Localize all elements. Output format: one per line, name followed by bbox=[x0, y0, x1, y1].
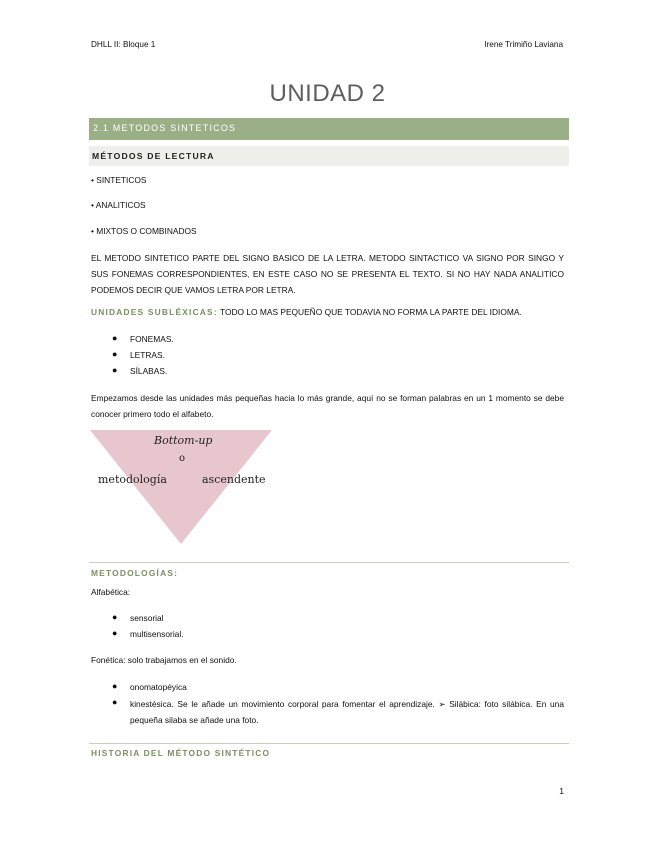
section-bar: 2.1 METODOS SINTETICOS bbox=[89, 118, 569, 140]
bullet-dot: ● bbox=[112, 333, 118, 343]
subunit-item: LETRAS. bbox=[130, 350, 165, 360]
diagram-right-label: ascendente bbox=[202, 473, 266, 486]
subunit-item: FONEMAS. bbox=[130, 334, 174, 344]
historia-heading: HISTORIA DEL MÉTODO SINTÉTICO bbox=[91, 748, 271, 758]
sub-section-bar: MÉTODOS DE LECTURA bbox=[89, 146, 569, 166]
bullet-dot: ● bbox=[112, 697, 118, 707]
fonetica-item: kinestésica. Se le añade un movimiento corporal para fomentar el aprendizaje. ➢ Silábica: foto silábica. En una pequeña silaba se añade una foto. bbox=[130, 699, 564, 725]
page-number: 1 bbox=[559, 786, 564, 796]
alfabetica-label: Alfabética: bbox=[91, 587, 131, 597]
type-item: • ANALITICOS bbox=[91, 200, 146, 210]
bullet-dot: ● bbox=[112, 349, 118, 359]
subunits-label: UNIDADES SUBLÉXICAS: bbox=[91, 307, 218, 317]
fonetica-item: onomatopéyica bbox=[130, 682, 187, 692]
bullet-dot: ● bbox=[112, 628, 118, 638]
subunits-text: TODO LO MAS PEQUEÑO QUE TODAVIA NO FORMA LA PARTE DEL IDIOMA. bbox=[217, 307, 522, 317]
diagram-mid-label: o bbox=[179, 453, 186, 464]
bullet-dot: ● bbox=[112, 365, 118, 375]
metodologias-heading: METODOLOGÍAS: bbox=[91, 568, 179, 578]
type-item: • SINTETICOS bbox=[91, 175, 147, 185]
type-item: • MIXTOS O COMBINADOS bbox=[91, 226, 197, 236]
diagram-top-label: Bottom-up bbox=[154, 434, 213, 447]
divider bbox=[89, 743, 569, 744]
subunit-item: SÍLABAS. bbox=[130, 366, 168, 376]
divider bbox=[89, 562, 569, 563]
fonetica-label: Fonética: solo trabajamos en el sonido. bbox=[91, 655, 237, 665]
bullet-dot: ● bbox=[112, 681, 118, 691]
subunits-line bbox=[91, 307, 522, 317]
page-title: UNIDAD 2 bbox=[269, 80, 386, 107]
paragraph-synthetic: EL METODO SINTETICO PARTE DEL SIGNO BASICO DE LA LETRA. METODO SINTACTICO VA SIGNO POR SINGO Y SUS FONEMAS CORRESPONDIENTES, EN ESTE CASO NO SE PRESENTA EL TEXTO. SI NO HAY NADA ANALITICO PODEMOS DECIR QUE VAMOS LETRA POR LETRA. bbox=[91, 253, 564, 295]
paragraph-units: Empezamos desde las unidades más pequeñas hacia lo más grande, aquí no se forman palabras en un 1 momento se debe conocer primero todo el alfabeto. bbox=[91, 393, 564, 419]
inverted-triangle-diagram bbox=[90, 430, 272, 544]
alfabetica-item: sensorial bbox=[130, 613, 164, 623]
alfabetica-item: multisensorial. bbox=[130, 629, 184, 639]
triangle-shape bbox=[90, 430, 272, 544]
header-right: Irene Trimiño Laviana bbox=[484, 40, 563, 49]
header-left: DHLL II: Bloque 1 bbox=[91, 40, 156, 49]
bullet-dot: ● bbox=[112, 612, 118, 622]
diagram-left-label: metodología bbox=[98, 473, 167, 486]
